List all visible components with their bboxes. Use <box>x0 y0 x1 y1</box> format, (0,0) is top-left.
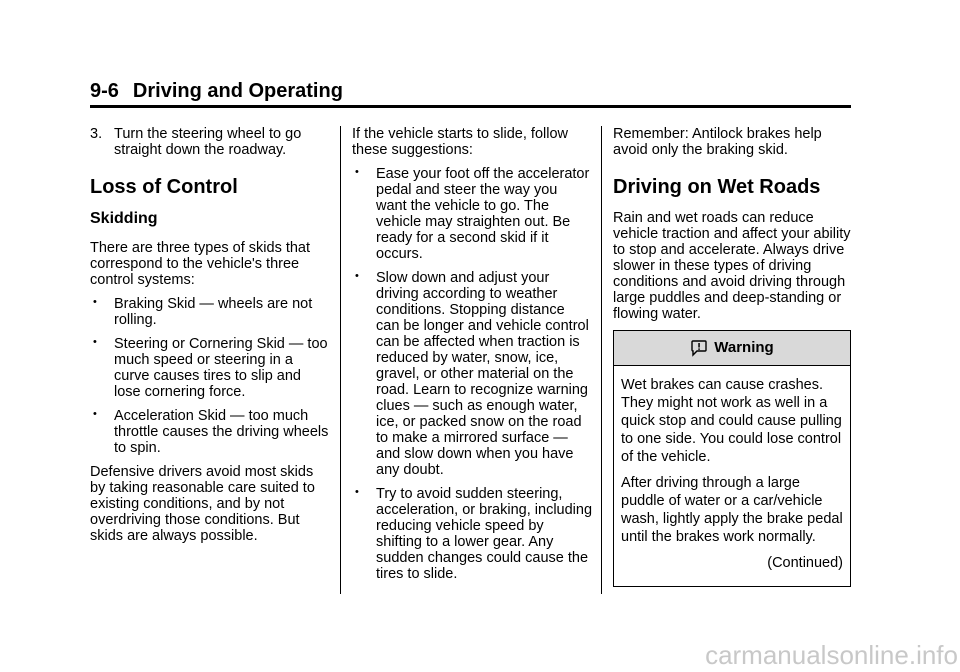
list-item-text: Ease your foot off the accelerator pedal and steer the way you want the vehicle to go. The vehicle may straighten out. Be ready for a second skid if it occurs. <box>376 166 590 262</box>
step-number: 3. <box>90 126 103 142</box>
wet-roads-text: Rain and wet roads can reduce vehicle traction and affect your ability to stop and accelerate. Always drive slower in these types of driving conditions and avoid driving through large puddles and deep-standing or flowing water. <box>613 210 851 322</box>
list-item-text: Try to avoid sudden steering, acceleration, or braking, including reducing vehicle speed by shifting to a lower gear. Any sudden changes could cause the tires to slide. <box>376 486 593 582</box>
page-header <box>90 80 851 110</box>
slide-suggestions-list <box>352 166 592 582</box>
column-divider-1 <box>340 126 341 594</box>
list-item <box>90 336 330 400</box>
column-divider-2 <box>601 126 602 594</box>
list-item-text: Acceleration Skid — too much throttle causes the driving wheels to spin. <box>114 408 329 456</box>
bullet-icon: • <box>355 486 359 498</box>
bullet-icon: • <box>93 408 97 420</box>
warning-body <box>614 366 850 586</box>
list-item <box>90 408 330 456</box>
list-item <box>90 296 330 328</box>
warning-header <box>614 331 850 366</box>
list-item <box>352 270 592 478</box>
step-text: Turn the steering wheel to go straight down the roadway. <box>114 126 302 158</box>
warning-paragraph-1: Wet brakes can cause crashes. They might not work as well in a quick stop and could cause pulling to one side. You could lose control of the vehicle. <box>621 377 842 465</box>
bullet-icon: • <box>355 270 359 282</box>
bullet-icon: • <box>93 296 97 308</box>
list-item-text: Slow down and adjust your driving according to weather conditions. Stopping distance can be longer and vehicle control can be affected when traction is reduced by water, snow, ice, gravel, or other material on the road. Learn to recognize warning clues — such as enough water, ice, or packed snow on the road to make a mirrored surface — and slow down when you have any doubt. <box>376 270 589 478</box>
column-3 <box>613 126 851 587</box>
heading-wet-roads: Driving on Wet Roads <box>613 176 821 198</box>
section-title: Driving and Operating <box>132 80 343 102</box>
continued-label: (Continued) <box>767 555 843 571</box>
step-3 <box>90 126 330 158</box>
warning-paragraph-2: After driving through a large puddle of water or a car/vehicle wash, lightly apply the brake pedal until the brakes work normally. <box>621 475 843 545</box>
page-number: 9-6 <box>90 80 119 102</box>
column-1 <box>90 126 330 552</box>
column-2 <box>352 126 592 590</box>
slide-intro: If the vehicle starts to slide, follow these suggestions: <box>352 126 568 158</box>
warning-icon <box>690 339 708 357</box>
heading-skidding: Skidding <box>90 210 158 227</box>
watermark: carmanualsonline.info <box>705 640 958 670</box>
bullet-icon: • <box>355 166 359 178</box>
antilock-note: Remember: Antilock brakes help avoid only the braking skid. <box>613 126 822 158</box>
header-rule <box>90 105 851 108</box>
header-text <box>90 80 357 103</box>
skid-types-list <box>90 296 330 456</box>
bullet-icon: • <box>93 336 97 348</box>
skid-closing: Defensive drivers avoid most skids by taking reasonable care suited to existing conditions, and by not overdriving those conditions. But skids are always possible. <box>90 464 315 544</box>
list-item-text: Steering or Cornering Skid — too much speed or steering in a curve causes tires to slip and lose cornering force. <box>114 336 328 400</box>
skid-intro: There are three types of skids that correspond to the vehicle's three control systems: <box>90 240 311 288</box>
list-item-text: Braking Skid — wheels are not rolling. <box>114 296 313 328</box>
warning-box <box>613 330 851 587</box>
list-item <box>352 486 592 582</box>
heading-loss-of-control: Loss of Control <box>90 176 238 198</box>
warning-title: Warning <box>714 339 774 356</box>
list-item <box>352 166 592 262</box>
